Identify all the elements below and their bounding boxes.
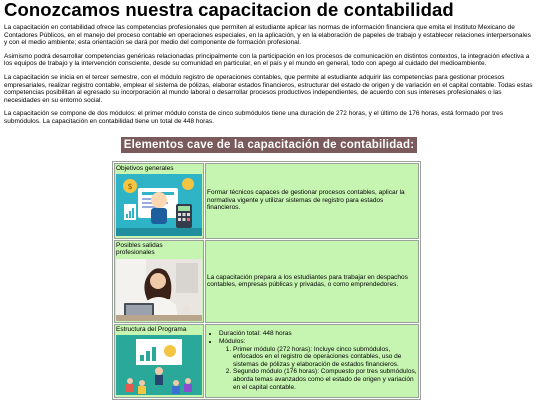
modules-list bbox=[219, 346, 417, 392]
table-row bbox=[114, 163, 419, 239]
table-cell-label bbox=[114, 240, 204, 323]
table-cell-label bbox=[114, 163, 204, 239]
paragraph-start-semester: La capacitación se inicia en el tercer semestre, con el módulo registro de operaciones contables, que permite al estudiante adquirir las competencias para gestionar procesos empresariales, realizar registro contable, emplear el sistema de pólizas, elaborar estados financieros, estructurar del estado de origen y de variación en el capital contable. Todas estas competencias posibilitan al egresado su incorporación al mundo laboral o desarrollar procesos productivos independientes, de acuerdo con sus intereses profesionales o las necesidades en su entorno social. bbox=[4, 73, 533, 104]
section-title-wrap bbox=[4, 135, 534, 153]
table-cell-content: La capacitación prepara a los estudiantes para trabajar en despachos contables, empresas públicas y privadas, o como emprendedores. bbox=[205, 240, 419, 323]
row-label-career-outcomes: Posibles salidas profesionales bbox=[116, 241, 163, 257]
program-list bbox=[207, 330, 417, 391]
table-row bbox=[114, 324, 419, 398]
svg-text:$: $ bbox=[127, 182, 133, 192]
list-item-total-hours: • Duración total: 448 horas bbox=[219, 330, 417, 338]
paragraph-modules: La capacitación se compone de dos módulos: el primer módulo consta de cinco submódulos tiene una duración de 272 horas, y el último de 176 horas, está formado por tres submódulos. La capacitación en contabilidad tiene un total de 448 horas. bbox=[4, 110, 503, 125]
row-label-program-structure: Estructura del Programa bbox=[116, 325, 187, 333]
paragraph-intro: La capacitación en contabilidad ofrece las competencias profesionales que permiten al estudiante aplicar las normas de información financiera que emita el Instituto Mexicano de Contadores Públicos, en el manejo del proceso contable en operaciones especiales, en la aplicación, y en la elaboración de papeles de trabajo y establecer relaciones interpersonales y con el medio ambiente; esta orientación se dará por medio del componente de formación profesional. bbox=[4, 24, 531, 47]
table-row bbox=[114, 240, 419, 323]
list-item-module-1: 1. Primer módulo (272 horas): Incluye cinco submódulos, enfocados en el registro de operaciones contables, uso de sistemas de pólizas y elaboración de estados financieros. bbox=[233, 346, 417, 369]
list-item-modules bbox=[219, 338, 417, 391]
presentation-illustration-icon bbox=[116, 335, 202, 395]
paragraph-generic-competencies: Asimismo podrá desarrollar competencias genéricas relacionadas principalmente con la participación en los procesos de comunicación en distintos contextos, la integración efectiva a los equipos de trabajo y la intervención consciente, desde su comunidad en particular, en el país y el mundo en general, todo con apego al cuidado del medioambiente. bbox=[4, 52, 530, 68]
key-elements-table bbox=[112, 161, 421, 400]
section-title: Elementos cave de la capacitación de contabilidad: bbox=[121, 137, 418, 153]
page-title: Conozcamos nuestra capacitacion de contabilidad bbox=[4, 0, 454, 20]
table-cell-content bbox=[205, 324, 419, 398]
accounting-illustration-icon bbox=[116, 174, 202, 236]
woman-at-laptop-photo-icon bbox=[116, 259, 202, 321]
table-cell-content: Formar técnicos capaces de gestionar procesos contables, aplicar la normativa vigente y utilizar sistemas de registro para estados financieros. bbox=[205, 163, 419, 239]
table-cell-label bbox=[114, 324, 204, 398]
row-label-objectives: Objetivos generales bbox=[116, 164, 174, 172]
list-item-module-2: 2. Segundo módulo (176 horas): Compuesto por tres submódulos, aborda temas avanzados como el estado de origen y variación en el capital contable. bbox=[233, 368, 417, 391]
modules-label: Módulos: bbox=[219, 337, 246, 345]
